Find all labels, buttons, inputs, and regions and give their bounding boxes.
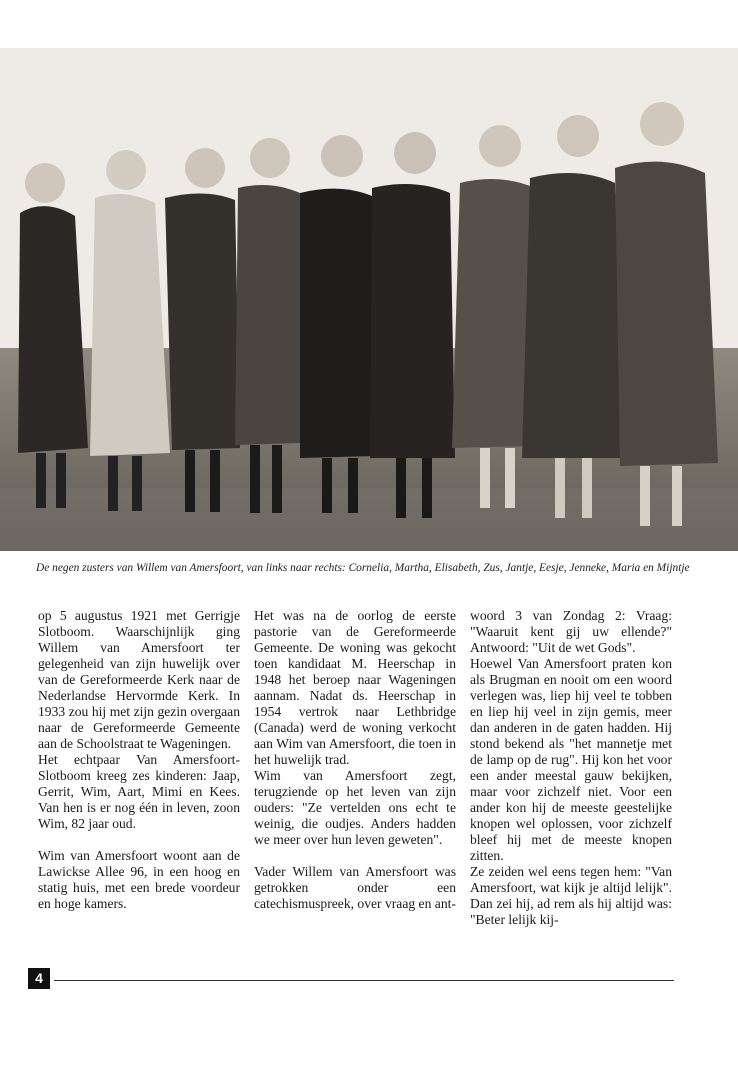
footer-rule xyxy=(54,980,674,981)
page-footer xyxy=(28,968,674,990)
nine-sisters-illustration xyxy=(0,48,738,551)
paragraph: op 5 augustus 1921 met Gerrigje Slotboom. Waarschijnlijk ging Willem van Amersfoort ter gelegenheid van zijn huwelijk over van de Gereformeerde Kerk naar de Nederlandse Hervormde Kerk. In 1933 zou hij met zijn gezin overgaan naar de Gereformeerde Gemeente aan de Schoolstraat te Wageningen. xyxy=(38,608,240,751)
group-portrait-photo xyxy=(0,48,738,551)
paragraph: Ze zeiden wel eens tegen hem: "Van Amersfoort, wat kijk je altijd lelijk". Dan zei hij, ad rem als hij altijd was: "Beter lelijk kij- xyxy=(470,864,672,927)
paragraph: woord 3 van Zondag 2: Vraag: "Waaruit kent gij uw ellende?" Antwoord: "Uit de wet Gods". xyxy=(470,608,672,655)
paragraph: Het echtpaar Van Amersfoort-Slotboom kreeg zes kinderen: Jaap, Gerrit, Wim, Aart, Mimi en Kees. Van hen is er nog één in leven, zoon Wim, 82 jaar oud. xyxy=(38,752,240,831)
paragraph: Vader Willem van Amersfoort was getrokken onder een catechismuspreek, over vraag en ant- xyxy=(254,864,456,911)
paragraph: Wim van Amersfoort zegt, terugziende op het leven van zijn ouders: "Ze vertelden ons echt te weinig, die oudjes. Anders hadden we meer over hun leven geweten". xyxy=(254,768,456,847)
paragraph: Wim van Amersfoort woont aan de Lawickse Allee 96, in een hoog en statig huis, met een brede voordeur en hoge kamers. xyxy=(38,848,240,911)
column-1 xyxy=(38,608,240,928)
article-columns xyxy=(38,608,674,928)
paragraph: Het was na de oorlog de eerste pastorie van de Gereformeerde Gemeente. De woning was gekocht toen kandidaat M. Heerschap in 1948 het beroep naar Wageningen aannam. Nadat ds. Heerschap in 1954 vertrok naar Lethbridge (Canada) werd de woning verkocht aan Wim van Amersfoort, die toen in het huwelijk trad. xyxy=(254,608,456,767)
column-3 xyxy=(470,608,672,928)
column-2 xyxy=(254,608,456,928)
photo-caption: De negen zusters van Willem van Amersfoort, van links naar rechts: Cornelia, Martha, Elisabeth, Zus, Jantje, Eesje, Jenneke, Maria en Mijntje xyxy=(36,562,690,574)
page-number: 4 xyxy=(28,968,50,989)
paragraph: Hoewel Van Amersfoort praten kon als Brugman en nooit om een woord verlegen was, liep hij veel te tobben en liep hij veel in zijn gemis, meer dan anderen in de gaten hadden. Hij stond bekend als "het mannetje met de lamp op de rug". Hij kon het voor een ander meestal gauw bekijken, maar voor zichzelf niet. Voor een ander kon hij de meeste geestelijke knopen wel oplossen, voor zichzelf bleef hij met de meeste knopen zitten. xyxy=(470,656,672,863)
